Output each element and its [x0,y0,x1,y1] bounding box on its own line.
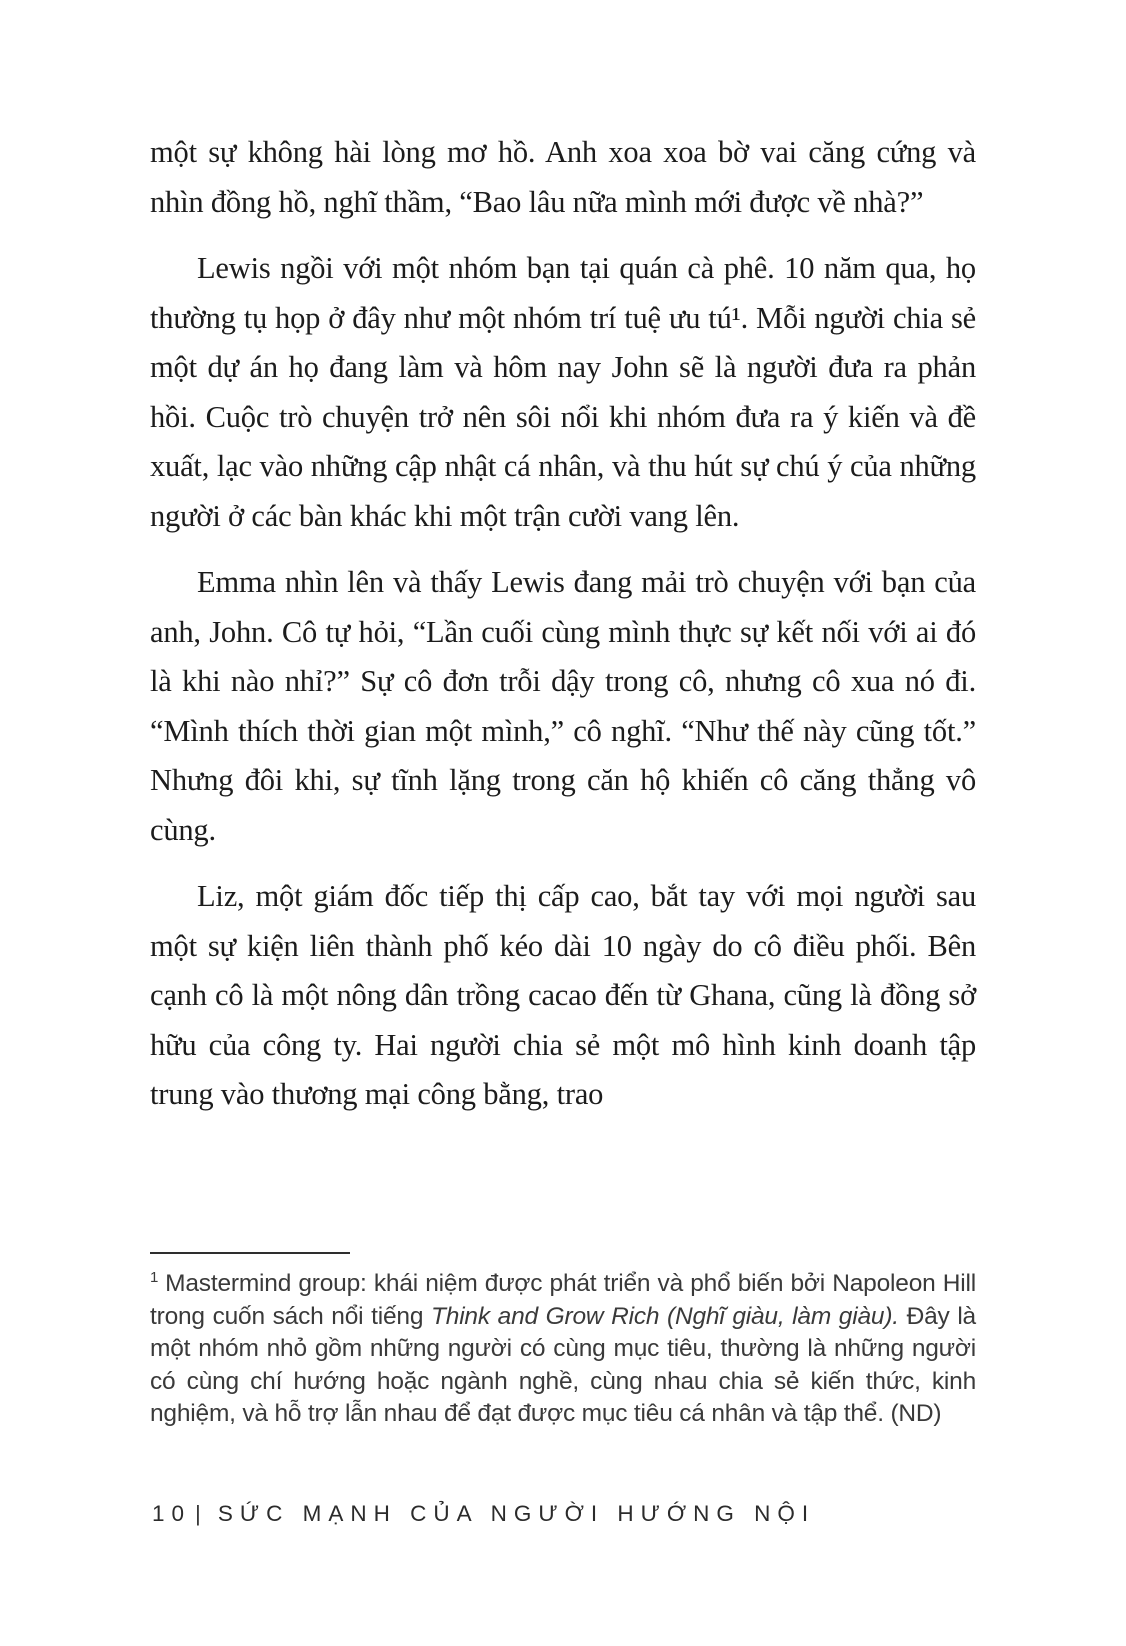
footnote-book-title-italic: Think and Grow Rich (Nghĩ giàu, làm giàu). [431,1302,899,1330]
footnote-text: Mastermind group: khái niệm được phát triển và phổ biến bởi Napoleon Hill trong cuốn sách nổi tiếng [150,1270,976,1330]
footer-separator: | [195,1501,208,1526]
book-title: SỨC MẠNH CỦA NGƯỜI HƯỚNG NỘI [217,1501,816,1526]
footnote-marker: 1 [150,1268,159,1286]
page-footer [152,1501,815,1527]
footnote [150,1268,976,1431]
paragraph-emma: Emma nhìn lên và thấy Lewis đang mải trò chuyện với bạn của anh, John. Cô tự hỏi, “Lần cuối cùng mình thực sự kết nối với ai đó là khi nào nhỉ?” Sự cô đơn trỗi dậy trong cô, nhưng cô xua nó đi. “Mình thích thời gian một mình,” cô nghĩ. “Như thế này cũng tốt.” Nhưng đôi khi, sự tĩnh lặng trong căn hộ khiến cô căng thẳng vô cùng. [150,565,976,847]
footnote-text-continued: Đây là một nhóm nhỏ gồm những người có cùng mục tiêu, thường là những người có cùng chí hướng hoặc ngành nghề, cùng nhau chia sẻ kiến thức, kinh nghiệm, và hỗ trợ lẫn nhau để đạt được mục tiêu cá nhân và tập thể. (ND) [150,1302,976,1427]
paragraph-lewis: Lewis ngồi với một nhóm bạn tại quán cà phê. 10 năm qua, họ thường tụ họp ở đây như một nhóm trí tuệ ưu tú¹. Mỗi người chia sẻ một dự án họ đang làm và hôm nay John sẽ là người đưa ra phản hồi. Cuộc trò chuyện trở nên sôi nổi khi nhóm đưa ra ý kiến và đề xuất, lạc vào những cập nhật cá nhân, và thu hút sự chú ý của những người ở các bàn khác khi một trận cười vang lên. [150,251,976,533]
paragraph-continuation: một sự không hài lòng mơ hồ. Anh xoa xoa bờ vai căng cứng và nhìn đồng hồ, nghĩ thầm, “Bao lâu nữa mình mới được về nhà?” [150,135,976,219]
footnote-block [150,1252,976,1431]
paragraph-liz: Liz, một giám đốc tiếp thị cấp cao, bắt tay với mọi người sau một sự kiện liên thành phố kéo dài 10 ngày do cô điều phối. Bên cạnh cô là một nông dân trồng cacao đến từ Ghana, cũng là đồng sở hữu của công ty. Hai người chia sẻ một mô hình kinh doanh tập trung vào thương mại công bằng, trao [150,879,976,1111]
page-number: 10 [152,1501,192,1526]
body-text-block [150,128,976,1137]
footnote-divider [150,1252,350,1254]
